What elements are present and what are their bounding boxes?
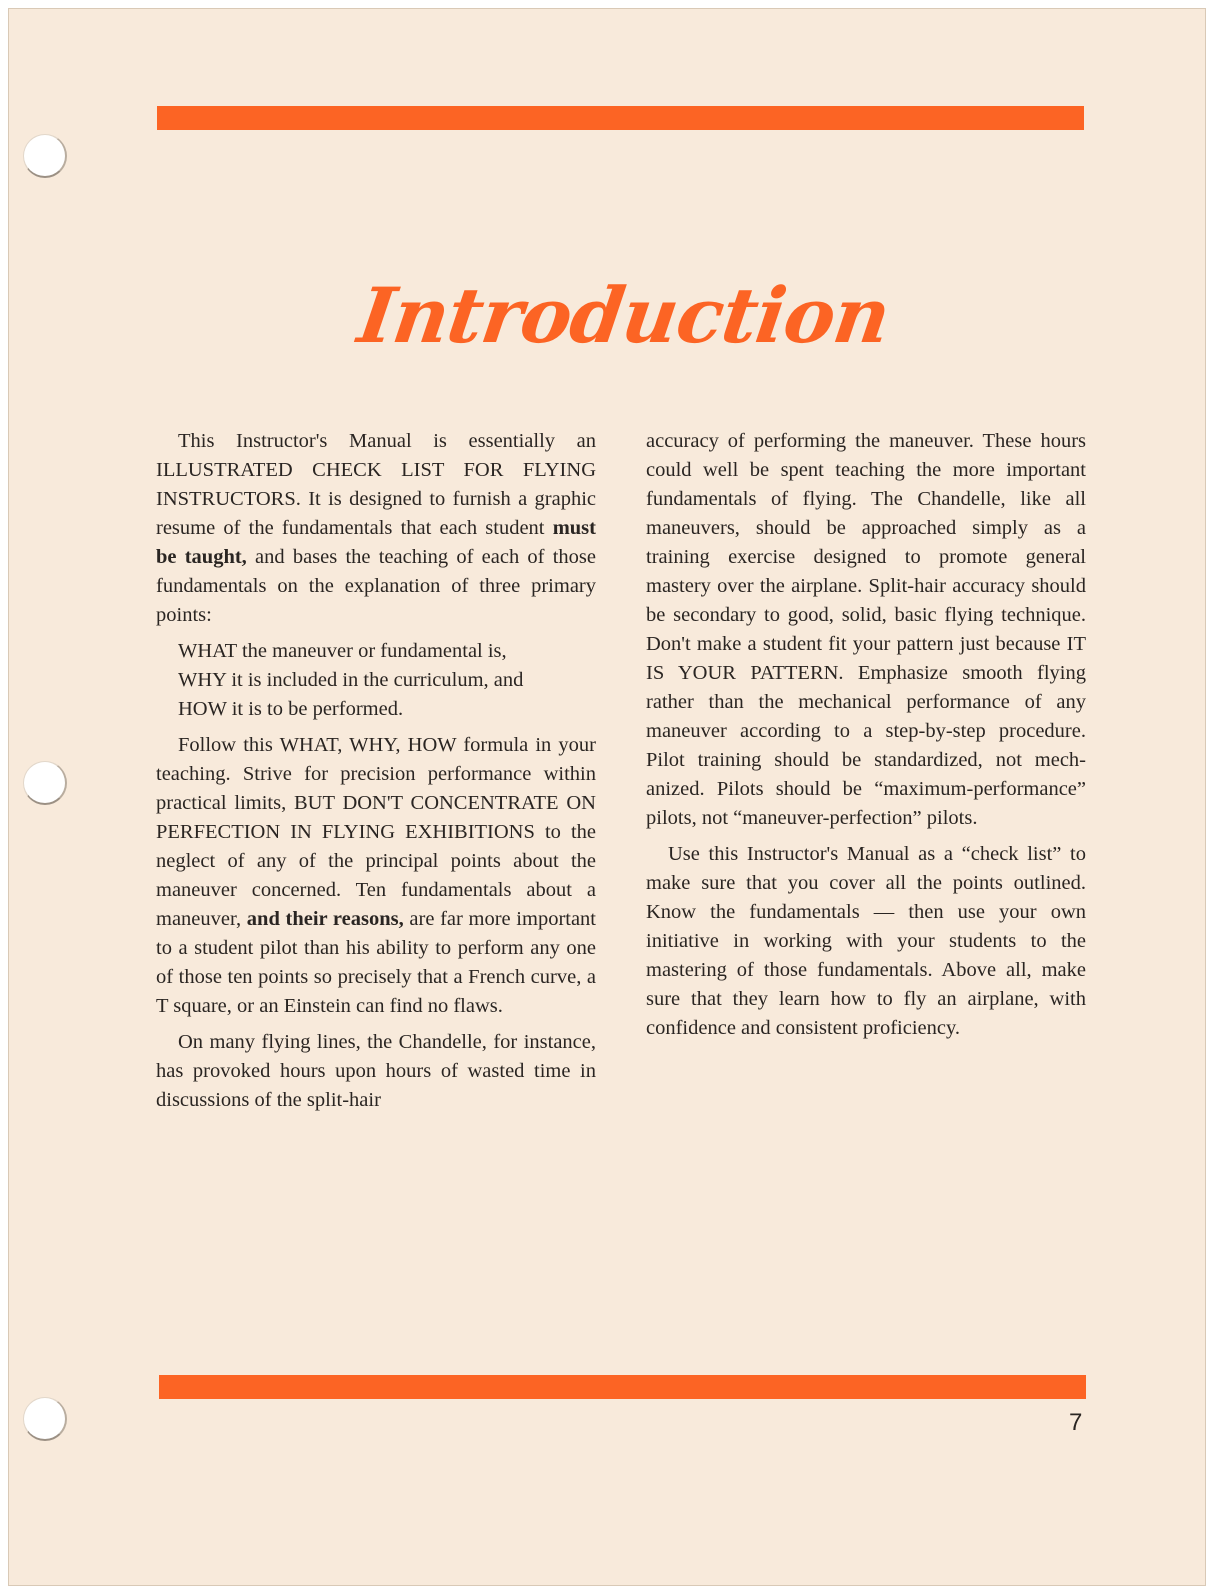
bold-phrase: must be taught, [156, 517, 596, 568]
paragraph [156, 731, 596, 1021]
punch-hole-bottom [23, 1397, 67, 1441]
paragraph: Use this Instructor's Manual as a “check list” to make sure that you cover all the points outlined. Know the fundamentals — then use your own initiative in working with your students to the mastering of those fundamentals. Above all, make sure that they learn how to fly an airplane, with confidence and consistent proficiency. [646, 843, 1086, 1039]
list-item-how: HOW it is to be performed. [178, 698, 404, 720]
left-text-column [156, 427, 596, 1122]
list-item-what: WHAT the maneuver or fundamental is, [178, 640, 507, 662]
list-item-why: WHY it is included in the curriculum, and [178, 669, 524, 691]
page-number: 7 [1069, 1409, 1083, 1436]
bold-phrase: and their reasons, [246, 908, 404, 930]
paragraph-text: and bases the teaching of each of those fundamentals on the explanation of three primary points: [156, 546, 596, 626]
page-title: Introduction [353, 271, 895, 360]
paragraph-text: are far more important to a student pilot than his ability to perform any one of those ten points so precisely that a French curve, a T square, or an Einstein can find no flaws. [156, 908, 597, 1017]
top-accent-bar [157, 106, 1084, 130]
right-text-column [646, 427, 1086, 1050]
paragraph-text: Follow this WHAT, WHY, HOW formula in your teaching. Strive for precision performance within practical limits, BUT DON'T CONCENTRATE ON PERFECTION IN FLYING EXHIBITIONS to the neglect of any of the principal points about the maneuver concerned. Ten fundamentals about a maneuver, [156, 734, 596, 930]
paragraph [156, 427, 596, 630]
bottom-accent-bar [159, 1375, 1086, 1399]
paragraph: accuracy of performing the maneuver. These hours could well be spent teaching the more important fundamentals of flying. The Chandelle, like all maneuvers, should be approached simply as a training exercise designed to promote general mastery over the airplane. Split-hair accuracy should be secondary to good, solid, basic flying technique. Don't make a student fit your pattern just because IT IS YOUR PATTERN. Emphasize smooth flying rather than the mechanical performance of any maneuver according to a step-by-step procedure. Pilot training should be standardized, not mechanized. Pilots should be “maximum-performance” pilots, not “maneuver-perfection” pilots. [646, 430, 1086, 829]
paragraph-text: This Instructor's Manual is essentially an ILLUSTRATED CHECK LIST FOR FLYING INSTRUCTORS. It is designed to furnish a graphic resume of the fundamentals that each student [156, 430, 596, 539]
manual-page [8, 8, 1206, 1586]
paragraph: On many flying lines, the Chandelle, for instance, has provoked hours upon hours of wasted time in discussions of the split-hair [156, 1031, 596, 1111]
punch-hole-middle [23, 761, 67, 805]
punch-hole-top [23, 134, 67, 178]
